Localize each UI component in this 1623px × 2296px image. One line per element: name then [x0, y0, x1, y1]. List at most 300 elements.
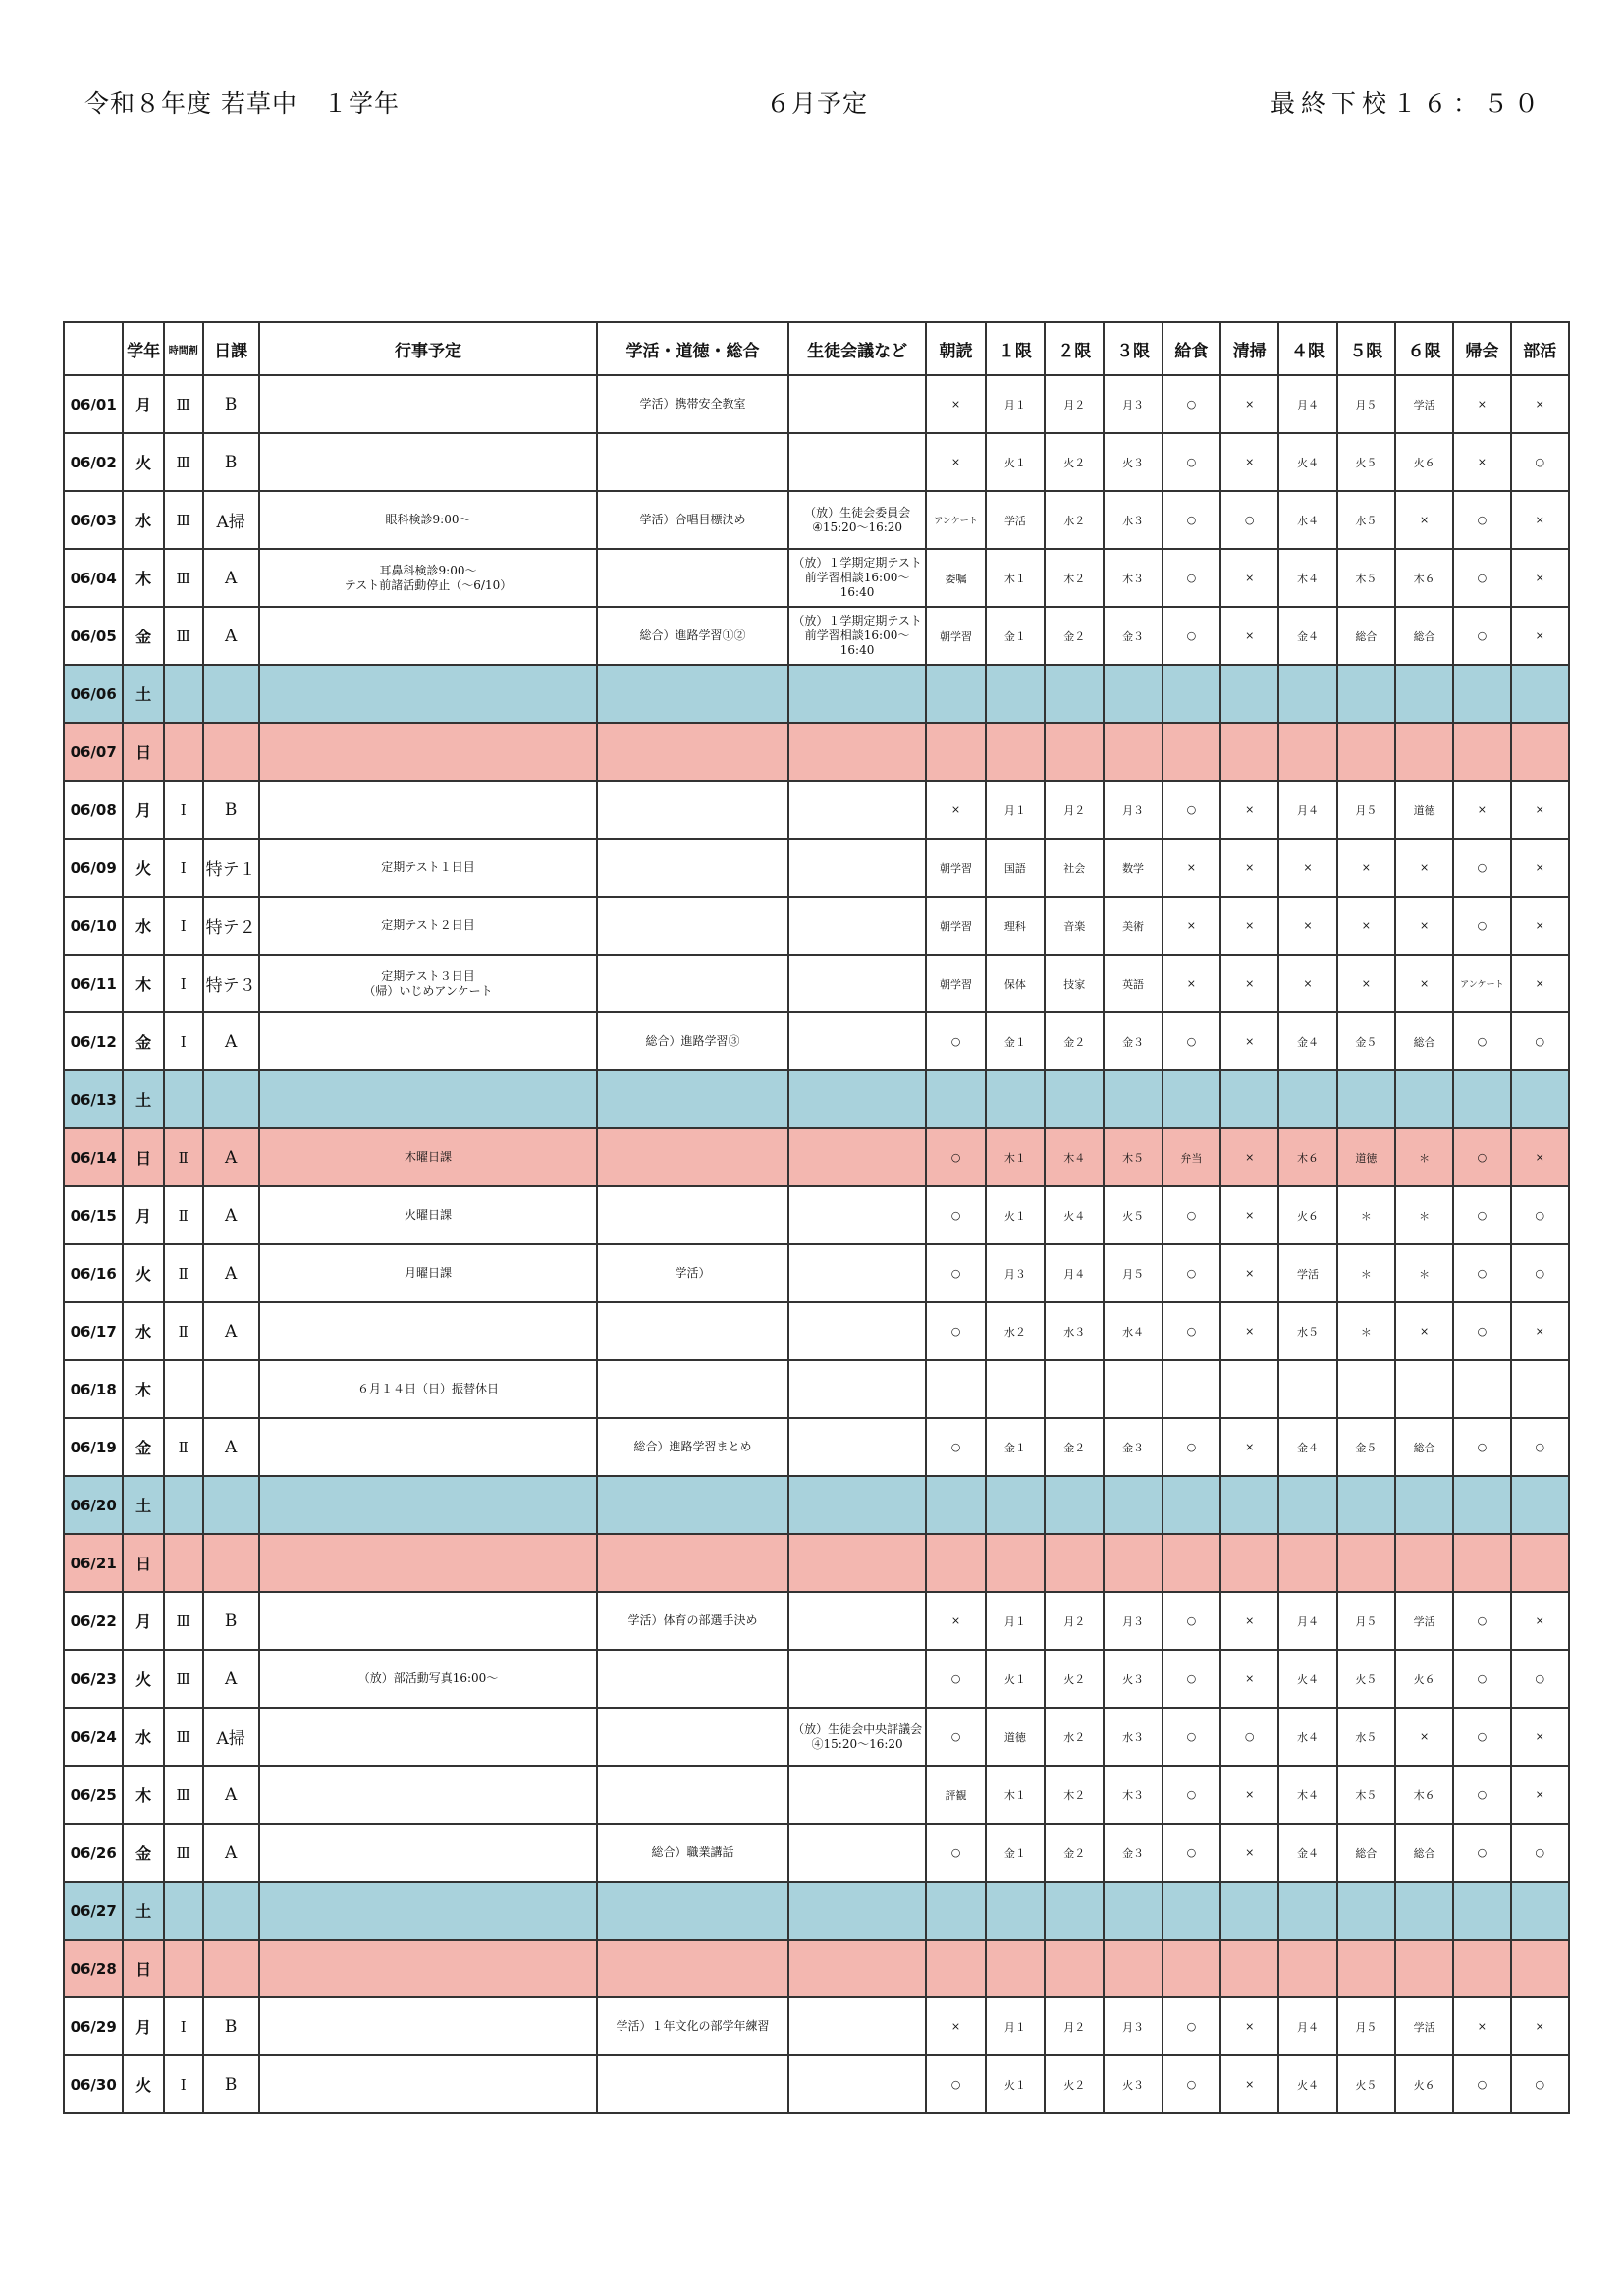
period-cell: ○ [926, 1650, 985, 1708]
period-cell [1220, 723, 1278, 781]
period-cell [1278, 665, 1336, 723]
period-cell: 朝学習 [926, 897, 985, 955]
homeroom-cell: 学活）体育の部選手決め [597, 1592, 788, 1650]
period-cell: × [1163, 955, 1220, 1012]
period-cell: 火１ [986, 433, 1045, 491]
event-cell [259, 1997, 597, 2055]
timetable-cell: Ⅰ [164, 781, 203, 839]
student-council-cell [788, 1824, 926, 1882]
student-council-cell [788, 1476, 926, 1534]
period-cell [1453, 723, 1510, 781]
period-cell: 金３ [1104, 1012, 1162, 1070]
period-cell: 火３ [1104, 1650, 1162, 1708]
date-cell: 06/15 [64, 1186, 123, 1244]
period-cell: 月５ [1337, 1997, 1395, 2055]
column-header: １限 [986, 322, 1045, 375]
period-cell: 総合 [1337, 1824, 1395, 1882]
homeroom-cell [597, 1476, 788, 1534]
period-cell [1104, 1070, 1162, 1128]
table-row [64, 1128, 1569, 1186]
period-cell: 金５ [1337, 1418, 1395, 1476]
period-cell: 月３ [1104, 781, 1162, 839]
timetable-cell: Ⅲ [164, 433, 203, 491]
period-cell: × [1453, 375, 1510, 433]
period-cell [1337, 1360, 1395, 1418]
period-cell: ＊ [1395, 1186, 1453, 1244]
period-cell: ○ [1163, 491, 1220, 549]
period-cell: 木５ [1104, 1128, 1162, 1186]
table-row [64, 1766, 1569, 1824]
daily-schedule-cell: A [203, 1302, 259, 1360]
period-cell: 木４ [1045, 1128, 1104, 1186]
weekday-cell: 金 [123, 607, 164, 665]
period-cell [1278, 1070, 1336, 1128]
period-cell [1045, 1882, 1104, 1940]
period-cell [1453, 665, 1510, 723]
student-council-cell [788, 1534, 926, 1592]
period-cell: ○ [1453, 1244, 1510, 1302]
period-cell [1104, 723, 1162, 781]
period-cell: × [1220, 1997, 1278, 2055]
period-cell [1337, 723, 1395, 781]
daily-schedule-cell: 特テ２ [203, 897, 259, 955]
student-council-cell [788, 723, 926, 781]
period-cell: × [1220, 1186, 1278, 1244]
timetable-cell [164, 1882, 203, 1940]
column-header: 生徒会議など [788, 322, 926, 375]
period-cell [926, 1940, 985, 1997]
period-cell: 火４ [1278, 2055, 1336, 2113]
homeroom-cell [597, 1882, 788, 1940]
weekday-cell: 日 [123, 723, 164, 781]
column-header: ４限 [1278, 322, 1336, 375]
header-school-year: 令和８年度 若草中 １学年 [84, 89, 400, 118]
homeroom-cell [597, 781, 788, 839]
column-header: 清掃 [1220, 322, 1278, 375]
date-cell: 06/26 [64, 1824, 123, 1882]
date-cell: 06/22 [64, 1592, 123, 1650]
table-row [64, 1012, 1569, 1070]
homeroom-cell: 学活）合唱目標決め [597, 491, 788, 549]
period-cell: ○ [1453, 1128, 1510, 1186]
date-cell: 06/23 [64, 1650, 123, 1708]
period-cell: 金３ [1104, 607, 1162, 665]
period-cell: 月４ [1278, 1997, 1336, 2055]
date-cell: 06/14 [64, 1128, 123, 1186]
daily-schedule-cell: A掃 [203, 491, 259, 549]
homeroom-cell [597, 1534, 788, 1592]
period-cell: 木６ [1395, 1766, 1453, 1824]
column-header: ５限 [1337, 322, 1395, 375]
period-cell [1163, 1070, 1220, 1128]
timetable-cell: Ⅰ [164, 1012, 203, 1070]
student-council-cell: （放）生徒会委員会 ④15:20～16:20 [788, 491, 926, 549]
period-cell [1163, 723, 1220, 781]
period-cell: 木３ [1104, 549, 1162, 607]
period-cell: 木１ [986, 549, 1045, 607]
period-cell [1511, 665, 1569, 723]
period-cell: 月２ [1045, 1592, 1104, 1650]
period-cell: 水２ [1045, 491, 1104, 549]
period-cell [1104, 665, 1162, 723]
period-cell [986, 1882, 1045, 1940]
period-cell: ○ [1453, 607, 1510, 665]
period-cell: 木４ [1278, 1766, 1336, 1824]
period-cell: 月３ [986, 1244, 1045, 1302]
date-cell: 06/29 [64, 1997, 123, 2055]
student-council-cell [788, 1302, 926, 1360]
period-cell: 火２ [1045, 433, 1104, 491]
column-header: 給食 [1163, 322, 1220, 375]
period-cell [1511, 1882, 1569, 1940]
period-cell: 水４ [1104, 1302, 1162, 1360]
event-cell [259, 2055, 597, 2113]
table-row [64, 1940, 1569, 1997]
period-cell: × [1453, 781, 1510, 839]
period-cell: 火６ [1395, 433, 1453, 491]
timetable-cell: Ⅲ [164, 1650, 203, 1708]
daily-schedule-cell: A [203, 1766, 259, 1824]
period-cell: 金４ [1278, 607, 1336, 665]
period-cell: 道徳 [1395, 781, 1453, 839]
student-council-cell: （放）生徒会中央評議会④15:20～16:20 [788, 1708, 926, 1766]
event-cell [259, 1766, 597, 1824]
period-cell: ○ [1163, 1418, 1220, 1476]
period-cell: 月３ [1104, 375, 1162, 433]
column-header: 行事予定 [259, 322, 597, 375]
period-cell: × [926, 375, 985, 433]
period-cell: ＊ [1395, 1244, 1453, 1302]
daily-schedule-cell [203, 1940, 259, 1997]
period-cell: 保体 [986, 955, 1045, 1012]
period-cell: × [1511, 1766, 1569, 1824]
period-cell: × [926, 1592, 985, 1650]
student-council-cell [788, 1940, 926, 1997]
period-cell: × [1395, 491, 1453, 549]
column-header: 帰会 [1453, 322, 1510, 375]
daily-schedule-cell: A [203, 1012, 259, 1070]
daily-schedule-cell [203, 723, 259, 781]
period-cell: 火４ [1045, 1186, 1104, 1244]
period-cell: × [1511, 1128, 1569, 1186]
weekday-cell: 日 [123, 1534, 164, 1592]
period-cell: 月４ [1278, 781, 1336, 839]
event-cell: ６月１４日（日）振替休日 [259, 1360, 597, 1418]
period-cell: ○ [1220, 491, 1278, 549]
period-cell [926, 1360, 985, 1418]
period-cell: 火１ [986, 1186, 1045, 1244]
period-cell: 木１ [986, 1766, 1045, 1824]
event-cell [259, 1012, 597, 1070]
period-cell: 美術 [1104, 897, 1162, 955]
date-cell: 06/01 [64, 375, 123, 433]
period-cell: ○ [1453, 549, 1510, 607]
period-cell [1104, 1534, 1162, 1592]
period-cell [1395, 1070, 1453, 1128]
table-row [64, 1302, 1569, 1360]
timetable-cell [164, 1534, 203, 1592]
homeroom-cell [597, 1070, 788, 1128]
event-cell: （放）部活動写真16:00～ [259, 1650, 597, 1708]
timetable-cell: Ⅲ [164, 1592, 203, 1650]
period-cell: 月５ [1337, 375, 1395, 433]
period-cell: 火１ [986, 2055, 1045, 2113]
period-cell [926, 1070, 985, 1128]
period-cell [1511, 1476, 1569, 1534]
timetable-cell: Ⅰ [164, 897, 203, 955]
table-row [64, 433, 1569, 491]
student-council-cell [788, 781, 926, 839]
date-cell: 06/03 [64, 491, 123, 549]
daily-schedule-cell: A [203, 1244, 259, 1302]
student-council-cell [788, 1244, 926, 1302]
event-cell [259, 1882, 597, 1940]
period-cell [1163, 1882, 1220, 1940]
period-cell: 月５ [1337, 1592, 1395, 1650]
period-cell: 総合 [1395, 1824, 1453, 1882]
period-cell: ○ [1511, 433, 1569, 491]
period-cell: ○ [1163, 1997, 1220, 2055]
homeroom-cell [597, 897, 788, 955]
period-cell: × [1220, 1592, 1278, 1650]
timetable-cell [164, 1940, 203, 1997]
period-cell [1337, 1070, 1395, 1128]
period-cell [1278, 723, 1336, 781]
period-cell: ○ [926, 1012, 985, 1070]
date-cell: 06/30 [64, 2055, 123, 2113]
date-cell: 06/24 [64, 1708, 123, 1766]
period-cell: アンケート [1453, 955, 1510, 1012]
period-cell: × [1220, 607, 1278, 665]
period-cell: ○ [1163, 607, 1220, 665]
period-cell: 金２ [1045, 1418, 1104, 1476]
student-council-cell [788, 1997, 926, 2055]
date-cell: 06/21 [64, 1534, 123, 1592]
period-cell: ○ [1511, 1650, 1569, 1708]
period-cell: ○ [1453, 1186, 1510, 1244]
period-cell [1163, 1476, 1220, 1534]
period-cell [1337, 1534, 1395, 1592]
period-cell [1278, 1882, 1336, 1940]
period-cell: 月４ [1278, 375, 1336, 433]
daily-schedule-cell [203, 1360, 259, 1418]
period-cell: ○ [926, 1302, 985, 1360]
period-cell: 火２ [1045, 2055, 1104, 2113]
period-cell: ＊ [1337, 1186, 1395, 1244]
period-cell: 木６ [1395, 549, 1453, 607]
event-cell: 木曜日課 [259, 1128, 597, 1186]
weekday-cell: 木 [123, 549, 164, 607]
period-cell: × [1220, 839, 1278, 897]
daily-schedule-cell: 特テ１ [203, 839, 259, 897]
weekday-cell: 水 [123, 491, 164, 549]
table-row [64, 1070, 1569, 1128]
event-cell [259, 1534, 597, 1592]
period-cell [1220, 1534, 1278, 1592]
date-cell: 06/27 [64, 1882, 123, 1940]
table-row [64, 1418, 1569, 1476]
table-row [64, 2055, 1569, 2113]
period-cell: 朝学習 [926, 607, 985, 665]
daily-schedule-cell [203, 1882, 259, 1940]
period-cell: ○ [1511, 1824, 1569, 1882]
date-cell: 06/11 [64, 955, 123, 1012]
period-cell [1104, 1882, 1162, 1940]
schedule-body [64, 375, 1569, 2113]
period-cell: ○ [1511, 1186, 1569, 1244]
period-cell: 火４ [1278, 433, 1336, 491]
period-cell [1337, 1476, 1395, 1534]
timetable-cell: Ⅲ [164, 1708, 203, 1766]
period-cell: × [1163, 897, 1220, 955]
period-cell: ○ [926, 1244, 985, 1302]
period-cell: 総合 [1395, 607, 1453, 665]
header-dismissal-time: 最終下校１６：５０ [1270, 89, 1544, 118]
period-cell: ○ [926, 1186, 985, 1244]
homeroom-cell: 総合）進路学習③ [597, 1012, 788, 1070]
period-cell [1045, 1360, 1104, 1418]
period-cell: ○ [1511, 1418, 1569, 1476]
column-header: 学活・道徳・総合 [597, 322, 788, 375]
event-cell [259, 1070, 597, 1128]
period-cell: 金１ [986, 607, 1045, 665]
period-cell [1453, 1940, 1510, 1997]
event-cell [259, 607, 597, 665]
timetable-cell: Ⅲ [164, 491, 203, 549]
timetable-cell: Ⅰ [164, 1997, 203, 2055]
table-row [64, 1650, 1569, 1708]
period-cell: × [1395, 1708, 1453, 1766]
period-cell: 金３ [1104, 1824, 1162, 1882]
timetable-cell: Ⅱ [164, 1418, 203, 1476]
period-cell: ○ [1163, 1592, 1220, 1650]
period-cell: ○ [1163, 1824, 1220, 1882]
period-cell: × [1511, 781, 1569, 839]
weekday-cell: 木 [123, 1360, 164, 1418]
period-cell: 火２ [1045, 1650, 1104, 1708]
student-council-cell: （放）１学期定期テスト前学習相談16:00～16:40 [788, 549, 926, 607]
period-cell [1337, 1882, 1395, 1940]
student-council-cell [788, 1012, 926, 1070]
event-cell [259, 781, 597, 839]
weekday-cell: 火 [123, 433, 164, 491]
table-row [64, 491, 1569, 549]
period-cell: × [1453, 433, 1510, 491]
date-cell: 06/07 [64, 723, 123, 781]
table-row [64, 781, 1569, 839]
column-header: 部活 [1511, 322, 1569, 375]
date-cell: 06/19 [64, 1418, 123, 1476]
period-cell: 水２ [1045, 1708, 1104, 1766]
period-cell: × [1220, 1244, 1278, 1302]
timetable-cell [164, 665, 203, 723]
period-cell: 学活 [986, 491, 1045, 549]
event-cell [259, 1708, 597, 1766]
table-row [64, 607, 1569, 665]
period-cell: 学活 [1395, 1592, 1453, 1650]
daily-schedule-cell: A掃 [203, 1708, 259, 1766]
period-cell: 金１ [986, 1012, 1045, 1070]
period-cell: × [1511, 1708, 1569, 1766]
period-cell: ○ [1511, 1012, 1569, 1070]
period-cell: × [926, 433, 985, 491]
timetable-cell [164, 1476, 203, 1534]
daily-schedule-cell: B [203, 2055, 259, 2113]
period-cell: × [1220, 549, 1278, 607]
period-cell: 水３ [1104, 1708, 1162, 1766]
period-cell [1104, 1476, 1162, 1534]
period-cell: ○ [926, 1824, 985, 1882]
weekday-cell: 土 [123, 1882, 164, 1940]
period-cell: × [1511, 955, 1569, 1012]
homeroom-cell [597, 2055, 788, 2113]
date-cell: 06/09 [64, 839, 123, 897]
event-cell [259, 1592, 597, 1650]
period-cell: 木２ [1045, 1766, 1104, 1824]
period-cell: ○ [1453, 1302, 1510, 1360]
date-cell: 06/02 [64, 433, 123, 491]
period-cell: × [1511, 607, 1569, 665]
homeroom-cell [597, 433, 788, 491]
period-cell [1511, 723, 1569, 781]
period-cell: × [1278, 897, 1336, 955]
column-header: ３限 [1104, 322, 1162, 375]
student-council-cell [788, 1592, 926, 1650]
weekday-cell: 火 [123, 2055, 164, 2113]
weekday-cell: 月 [123, 1592, 164, 1650]
period-cell: × [1453, 1997, 1510, 2055]
period-cell [1511, 1940, 1569, 1997]
period-cell [1395, 665, 1453, 723]
period-cell: 木１ [986, 1128, 1045, 1186]
table-row [64, 665, 1569, 723]
student-council-cell [788, 665, 926, 723]
student-council-cell [788, 1882, 926, 1940]
homeroom-cell [597, 1766, 788, 1824]
period-cell: 木５ [1337, 1766, 1395, 1824]
column-header: 日課 [203, 322, 259, 375]
period-cell: 木３ [1104, 1766, 1162, 1824]
period-cell: 火５ [1104, 1186, 1162, 1244]
period-cell [1045, 1940, 1104, 1997]
period-cell [1163, 1360, 1220, 1418]
period-cell: ○ [1453, 491, 1510, 549]
period-cell [1163, 1940, 1220, 1997]
period-cell [1453, 1070, 1510, 1128]
period-cell: ○ [1453, 1012, 1510, 1070]
homeroom-cell [597, 839, 788, 897]
student-council-cell [788, 1128, 926, 1186]
table-row [64, 1244, 1569, 1302]
event-cell [259, 1476, 597, 1534]
weekday-cell: 月 [123, 1997, 164, 2055]
date-cell: 06/13 [64, 1070, 123, 1128]
period-cell: 道徳 [1337, 1128, 1395, 1186]
weekday-cell: 日 [123, 1940, 164, 1997]
period-cell: 水４ [1278, 1708, 1336, 1766]
period-cell: 金２ [1045, 1824, 1104, 1882]
period-cell: 月３ [1104, 1592, 1162, 1650]
homeroom-cell: 総合）進路学習①② [597, 607, 788, 665]
weekday-cell: 水 [123, 1302, 164, 1360]
period-cell [1220, 1360, 1278, 1418]
period-cell [986, 723, 1045, 781]
event-cell: 月曜日課 [259, 1244, 597, 1302]
event-cell: 定期テスト１日目 [259, 839, 597, 897]
period-cell [1395, 723, 1453, 781]
period-cell [1395, 1476, 1453, 1534]
period-cell: ○ [1453, 1592, 1510, 1650]
